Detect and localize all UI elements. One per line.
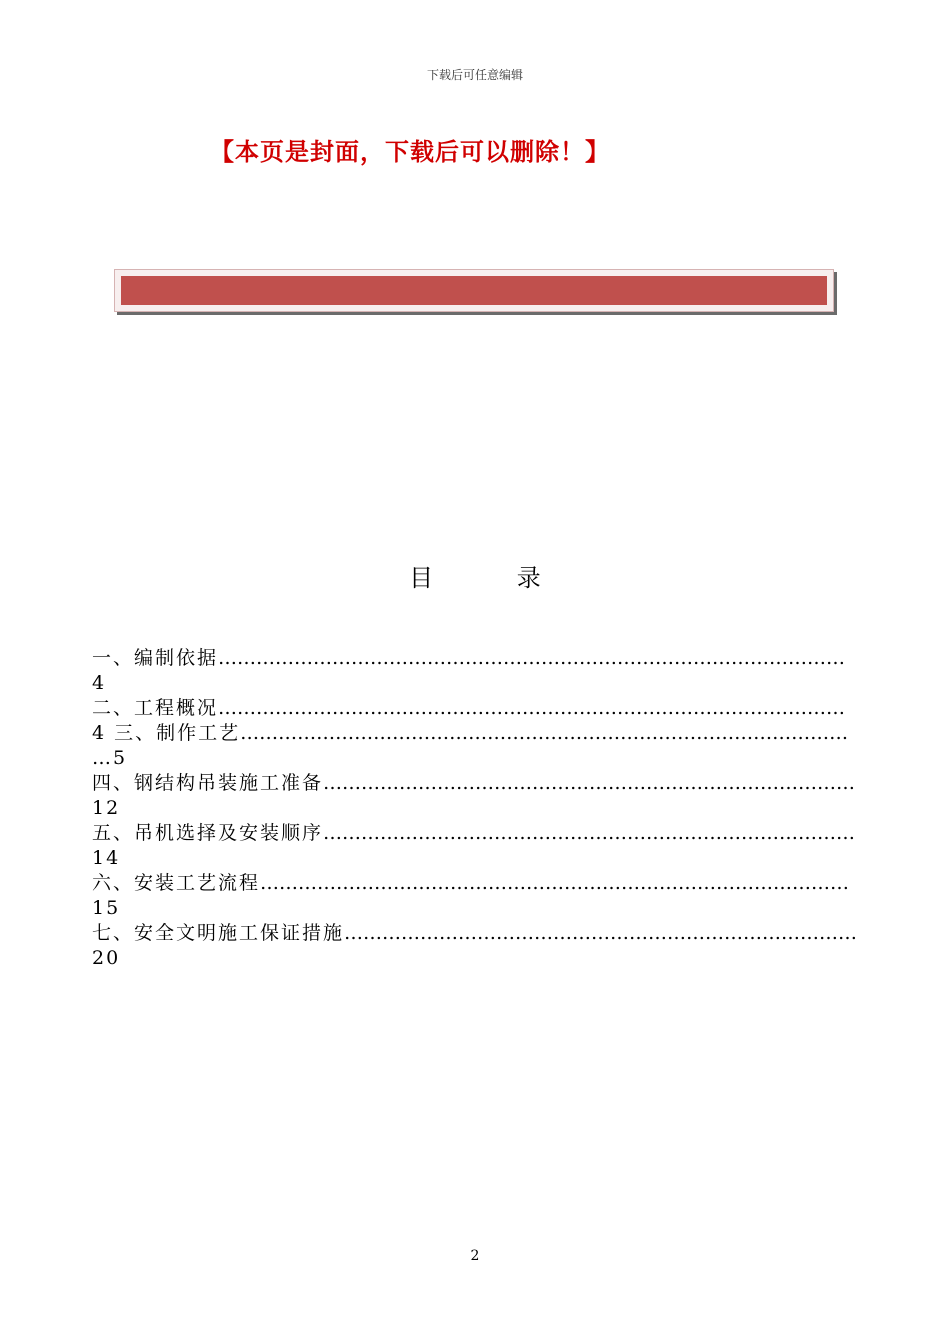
toc-line (92, 646, 862, 671)
toc-line (92, 946, 862, 971)
page-header: 下载后可任意编辑 (426, 68, 523, 82)
toc-dot-leader: ………………………………………………………………………………… (260, 872, 850, 894)
toc-line (92, 846, 862, 871)
toc-line (92, 721, 862, 746)
toc-entry-text: 20 (92, 947, 121, 969)
toc-entry-text: 4 (92, 672, 107, 694)
toc-line (92, 671, 862, 696)
toc-entry-text: 14 (92, 847, 121, 869)
toc-entry-text: 七、安全文明施工保证措施 (92, 922, 345, 944)
table-of-contents (92, 646, 862, 971)
page-number: 2 (470, 1248, 480, 1264)
toc-line (92, 746, 862, 771)
cover-notice: 【本页是封面，下载后可以删除！】 (210, 138, 610, 166)
decorative-banner (114, 269, 834, 312)
toc-line (92, 896, 862, 921)
toc-title: 目 录 (409, 564, 579, 592)
toc-entry-text: 一、编制依据 (92, 647, 219, 669)
toc-dot-leader: ……………………………………………………………………… (344, 922, 858, 944)
toc-dot-leader: ……………………………………………………………………………………… (218, 697, 846, 719)
banner-fill (121, 276, 827, 305)
toc-line (92, 796, 862, 821)
toc-entry-text: 四、钢结构吊装施工准备 (92, 772, 324, 794)
toc-line (92, 771, 862, 796)
toc-dot-leader: ………………………………………………………………………… (323, 822, 856, 844)
toc-dot-leader: ………………………………………………………………………… (323, 772, 856, 794)
toc-entry-text: 五、吊机选择及安装顺序 (92, 822, 324, 844)
toc-entry-text: 六、安装工艺流程 (92, 872, 261, 894)
toc-entry-text: 12 (92, 797, 121, 819)
toc-entry-text: 4 三、制作工艺 (92, 722, 241, 744)
toc-line (92, 821, 862, 846)
toc-entry-text: 二、工程概况 (92, 697, 219, 719)
toc-entry-text: …5 (92, 747, 128, 769)
toc-line (92, 696, 862, 721)
toc-dot-leader: …………………………………………………………………………………… (240, 722, 849, 744)
toc-entry-text: 15 (92, 897, 121, 919)
toc-line (92, 921, 862, 946)
toc-dot-leader: ……………………………………………………………………………………… (218, 647, 846, 669)
toc-line (92, 871, 862, 896)
